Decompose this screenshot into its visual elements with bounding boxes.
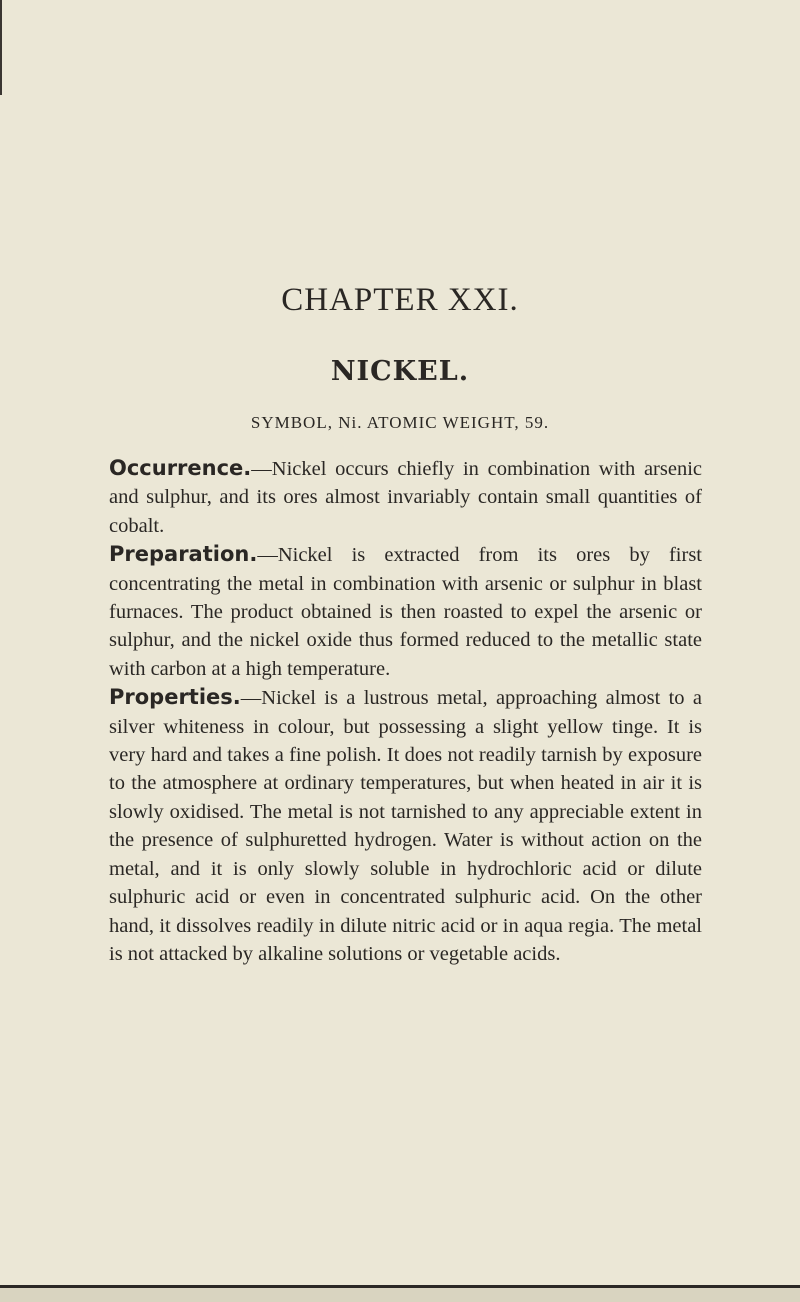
element-title: NICKEL. xyxy=(330,356,470,387)
properties-heading: Properties. xyxy=(109,685,241,710)
properties-paragraph xyxy=(109,683,702,968)
occurrence-paragraph xyxy=(109,454,702,540)
chapter-title: CHAPTER XXI. xyxy=(281,282,519,318)
preparation-text: —Nickel is extracted from its ores by first concentrating the metal in combination with arsenic or sulphur in blast furnaces. The product obtained is then roasted to expel the arsenic or sulphur, and the nickel oxide thus formed reduced to the metallic state with carbon at a high temperature. xyxy=(109,544,702,680)
body-text xyxy=(109,454,702,968)
properties-text: —Nickel is a lustrous metal, approaching almost to a silver whiteness in colour, but possessing a slight yellow tinge. It is very hard and takes a fine polish. It does not readily tarnish by exposure to the atmosphere at ordinary temperatures, but when heated in air it is slowly oxidised. The metal is not tarnished to any appreciable extent in the presence of sulphuretted hydrogen. Water is without action on the metal, and it is only slowly soluble in hydrochloric acid or dilute sulphuric acid or even in concentrated sulphuric acid. On the other hand, it dissolves readily in dilute nitric acid or in aqua regia. The metal is not attacked by alkaline solutions or vegetable acids. xyxy=(109,687,702,965)
occurrence-text: —Nickel occurs chiefly in combination with arsenic and sulphur, and its ores almost invariably contain small quantities of cobalt. xyxy=(109,458,702,537)
symbol-atomic-weight-line: SYMBOL, Ni. ATOMIC WEIGHT, 59. xyxy=(250,413,550,432)
preparation-paragraph xyxy=(109,540,702,683)
preparation-heading: Preparation. xyxy=(109,542,258,567)
page-bottom-edge xyxy=(0,1285,800,1302)
occurrence-heading: Occurrence. xyxy=(109,456,252,480)
binding-edge xyxy=(0,0,2,95)
